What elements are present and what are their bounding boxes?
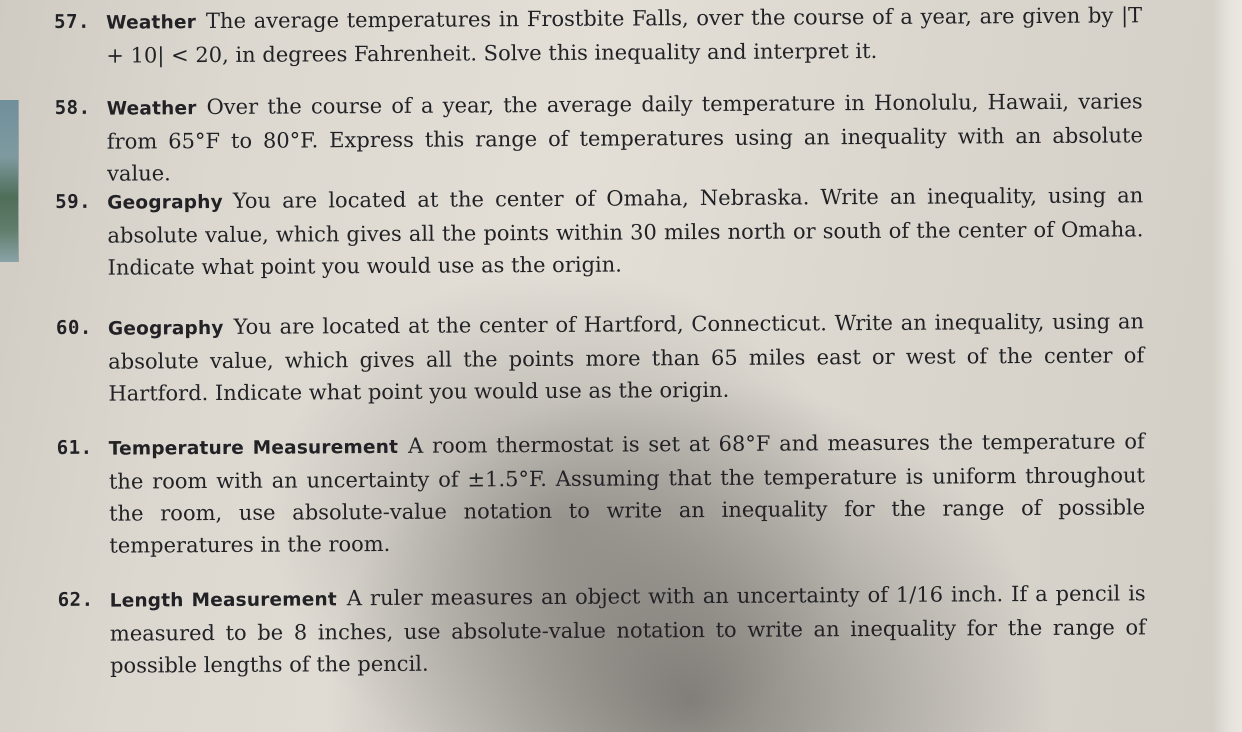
exercise-number: 62. bbox=[57, 588, 94, 611]
exercise-number: 60. bbox=[55, 316, 92, 339]
exercise-text: You are located at the center of Omaha, Nebraska. Write an inequality, using an absolute value, which gives all the points within 30 miles north or south of the center of Omaha. Indicate what point you would use as the origin. bbox=[107, 183, 1144, 280]
exercise-60 bbox=[54, 305, 1145, 410]
exercise-58 bbox=[53, 85, 1144, 190]
exercise-61 bbox=[55, 425, 1146, 562]
exercise-number: 59. bbox=[55, 190, 92, 213]
exercise-body bbox=[107, 179, 1144, 283]
exercise-text: A ruler measures an object with an uncertainty of 1/16 inch. If a pencil is measured to be 8 inches, use absolute-value notation to write an inequality for the range of possible lengths of the pencil. bbox=[109, 581, 1146, 678]
exercise-topic: Geography bbox=[107, 191, 223, 214]
exercise-text: Over the course of a year, the average daily temperature in Honolulu, Hawaii, varies from 65°F to 80°F. Express this range of temperatures using an inequality with an absolute value. bbox=[106, 89, 1143, 186]
exercise-topic: Weather bbox=[106, 98, 197, 120]
exercise-number: 57. bbox=[54, 10, 91, 33]
margin-photo bbox=[0, 100, 19, 262]
exercise-number: 61. bbox=[56, 436, 93, 459]
exercise-text: The average temperatures in Frostbite Falls, over the course of a year, are given by |T + 10| < 20, in degrees Fahrenheit. Solve this inequality and interpret it. bbox=[106, 3, 1143, 68]
page-edge bbox=[1212, 0, 1242, 732]
exercise-body bbox=[109, 425, 1146, 561]
exercise-body bbox=[110, 577, 1147, 681]
exercise-text: You are located at the center of Hartford, Connecticut. Write an inequality, using an absolute value, which gives all the points more than 65 miles east or west of the center of Hartford. Indicate what point you would use as the origin. bbox=[108, 309, 1145, 406]
exercise-topic: Weather bbox=[106, 12, 197, 34]
exercise-body bbox=[106, 0, 1142, 72]
exercise-topic: Geography bbox=[107, 317, 224, 340]
exercise-57 bbox=[52, 0, 1142, 72]
exercise-body bbox=[107, 85, 1144, 189]
exercise-text: A room thermostat is set at 68°F and measures the temperature of the room with an uncertainty of ±1.5°F. Assuming that the temperature is uniform throughout the room, use absolute-value notation to write an inequality for the range of possible temperatures in the room. bbox=[108, 429, 1146, 558]
exercise-62 bbox=[56, 577, 1147, 682]
exercise-body bbox=[108, 305, 1145, 409]
exercise-topic: Length Measurement bbox=[109, 589, 337, 612]
exercise-topic: Temperature Measurement bbox=[108, 436, 399, 460]
exercise-number: 58. bbox=[54, 96, 91, 119]
exercise-59 bbox=[53, 179, 1144, 284]
